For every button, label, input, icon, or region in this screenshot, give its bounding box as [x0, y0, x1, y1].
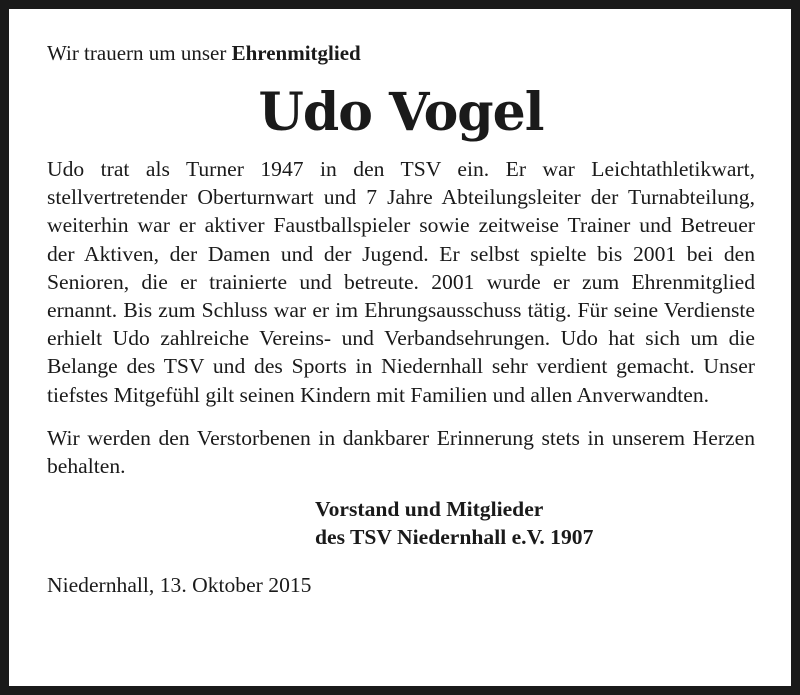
intro-line	[47, 39, 755, 67]
intro-lead: Wir trauern um unser	[47, 41, 232, 65]
body-paragraph: Udo trat als Turner 1947 in den TSV ein. Er war Leichtathletikwart, stellvertretender Oberturnwart und 7 Jahre Abteilungsleiter der Turnabteilung, weiterhin war er aktiver Faustballspieler sowie zeitweise Trainer und Betreuer der Aktiven, der Damen und der Jugend. Er selbst spielte bis 2001 bei den Senioren, die er trainierte und betreute. 2001 wurde er zum Ehrenmitglied ernannt. Bis zum Schluss war er im Ehrungsausschuss tätig. Für seine Verdienste erhielt Udo zahlreiche Vereins- und Verbandsehrungen. Udo hat sich um die Belange des TSV und des Sports in Niedernhall sehr verdient gemacht. Unser tiefstes Mitgefühl gilt seinen Kindern mit Familien und allen Anverwandten.	[47, 157, 755, 407]
signature-line-1: Vorstand und Mitglieder	[315, 497, 544, 522]
intro-emphasis: Ehrenmitglied	[231, 41, 361, 65]
notice-content	[47, 39, 755, 599]
signature-line-2: des TSV Niedernhall e.V. 1907	[315, 525, 594, 550]
place-date: Niedernhall, 13. Oktober 2015	[47, 573, 312, 598]
deceased-name: Udo Vogel	[258, 82, 544, 143]
signature-block	[315, 495, 755, 551]
closing-paragraph: Wir werden den Verstorbenen in dankbarer Erinnerung stets in unserem Herzen behalten.	[47, 425, 755, 479]
